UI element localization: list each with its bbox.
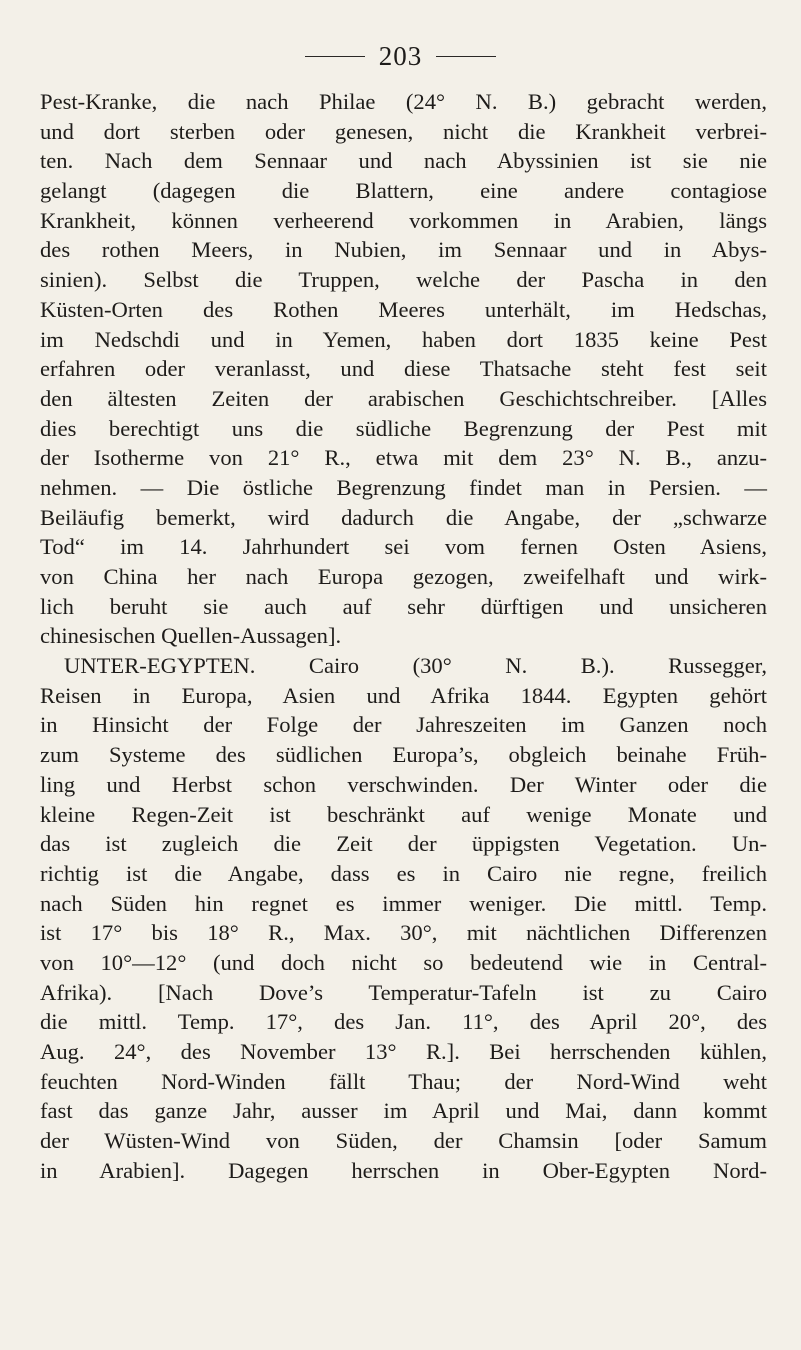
text-line: kleine Regen-Zeit ist beschränkt auf wenige Monate und xyxy=(40,801,767,827)
text-line: das ist zugleich die Zeit der üppigsten Vegetation. Un- xyxy=(40,831,767,857)
text-line: in Arabien]. Dagegen herrschen in Ober-Egypten Nord- xyxy=(40,1157,767,1183)
text-line: die mittl. Temp. 17°, des Jan. 11°, des April 20°, des xyxy=(40,1009,767,1035)
text-line: dies berechtigt uns die südliche Begrenzung der Pest mit xyxy=(40,415,767,441)
text-line: ling und Herbst schon verschwinden. Der Winter oder die xyxy=(40,771,767,797)
text-line: feuchten Nord-Winden fällt Thau; der Nord-Wind weht xyxy=(40,1068,767,1094)
body-text xyxy=(40,87,767,1185)
text-line: gelangt (dagegen die Blattern, eine andere contagiose xyxy=(40,178,767,204)
page-number: 203 xyxy=(378,40,423,71)
page-header xyxy=(0,38,801,74)
text-line: richtig ist die Angabe, dass es in Cairo nie regne, freilich xyxy=(40,860,767,886)
text-line: Krankheit, können verheerend vorkommen in Arabien, längs xyxy=(40,207,767,233)
text-line: von 10°—12° (und doch nicht so bedeutend wie in Central- xyxy=(40,949,767,975)
text-line: chinesischen Quellen-Aussagen]. xyxy=(40,623,342,649)
header-rule-right xyxy=(436,56,496,57)
text-line: des rothen Meers, in Nubien, im Sennaar und in Abys- xyxy=(40,237,767,263)
text-line: der Wüsten-Wind von Süden, der Chamsin [oder Samum xyxy=(40,1128,767,1154)
text-line: lich beruht sie auch auf sehr dürftigen und unsicheren xyxy=(40,593,767,619)
text-line: und dort sterben oder genesen, nicht die Krankheit verbrei- xyxy=(40,118,767,144)
text-line: ist 17° bis 18° R., Max. 30°, mit nächtlichen Differenzen xyxy=(40,920,767,946)
text-line: nehmen. — Die östliche Begrenzung findet man in Persien. — xyxy=(40,474,767,500)
text-line: Tod“ im 14. Jahrhundert sei vom fernen Osten Asiens, xyxy=(40,534,767,560)
text-line: erfahren oder veranlasst, und diese Thatsache steht fest seit xyxy=(40,356,767,382)
header-rule-left xyxy=(305,56,365,57)
text-line: von China her nach Europa gezogen, zweifelhaft und wirk- xyxy=(40,564,767,589)
text-line: Reisen in Europa, Asien und Afrika 1844. Egypten gehört xyxy=(40,682,767,708)
section-heading-line: UNTER-EGYPTEN. Cairo (30° N. B.). Russegger, xyxy=(64,653,767,679)
text-line: ten. Nach dem Sennaar und nach Abyssinien ist sie nie xyxy=(40,148,767,174)
text-line: Pest-Kranke, die nach Philae (24° N. B.) gebracht werden, xyxy=(40,89,767,114)
text-line: nach Süden hin regnet es immer weniger. Die mittl. Temp. xyxy=(40,890,767,916)
text-line: der Isotherme von 21° R., etwa mit dem 23° N. B., anzu- xyxy=(40,445,767,471)
text-line: Afrika). [Nach Dove’s Temperatur-Tafeln ist zu Cairo xyxy=(40,979,767,1005)
text-line: sinien). Selbst die Truppen, welche der Pascha in den xyxy=(40,267,767,293)
text-line: zum Systeme des südlichen Europa’s, obgleich beinahe Früh- xyxy=(40,742,767,768)
text-line: fast das ganze Jahr, ausser im April und Mai, dann kommt xyxy=(40,1098,767,1124)
text-line: in Hinsicht der Folge der Jahreszeiten im Ganzen noch xyxy=(40,712,767,738)
text-line: Beiläufig bemerkt, wird dadurch die Angabe, der „schwarze xyxy=(40,504,767,530)
text-line: im Nedschdi und in Yemen, haben dort 1835 keine Pest xyxy=(40,326,767,352)
text-line: den ältesten Zeiten der arabischen Geschichtschreiber. [Alles xyxy=(40,385,767,411)
text-line: Küsten-Orten des Rothen Meeres unterhält, im Hedschas, xyxy=(40,296,767,322)
text-line: Aug. 24°, des November 13° R.]. Bei herrschenden kühlen, xyxy=(40,1039,767,1064)
